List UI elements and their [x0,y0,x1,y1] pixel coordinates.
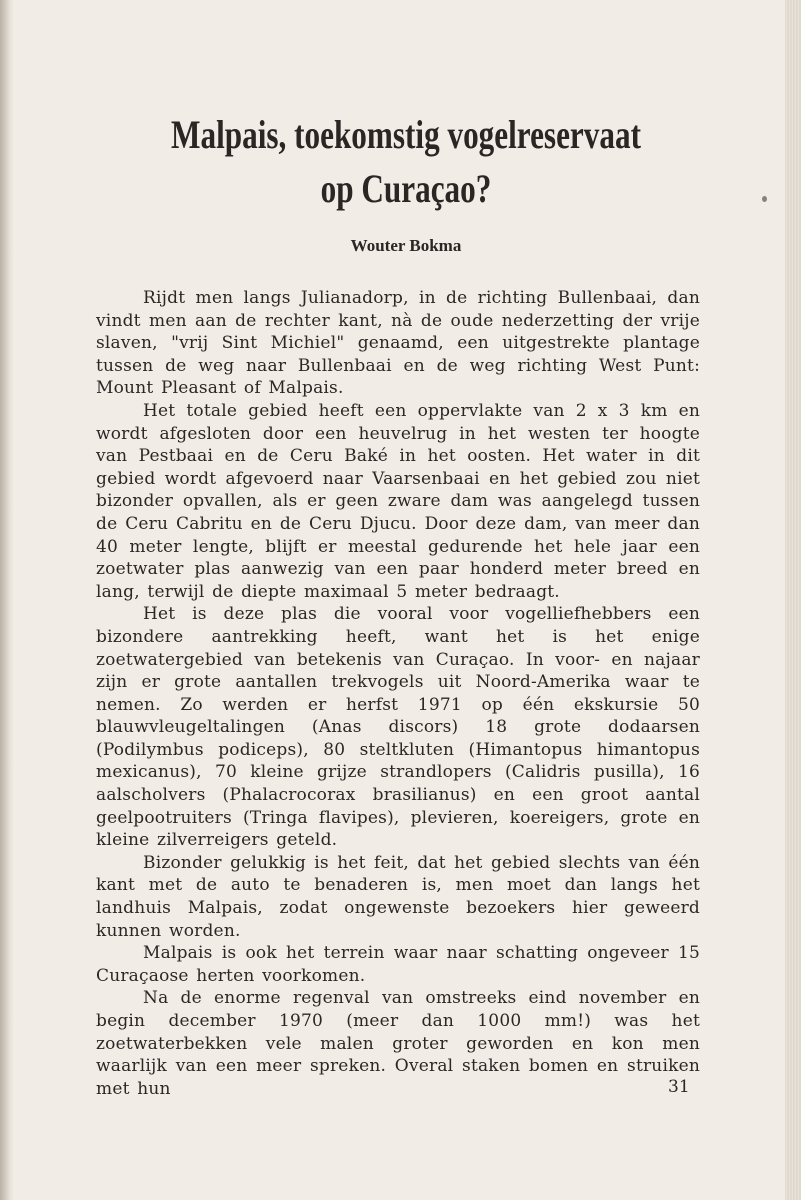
article-title-line-2: op Curaçao? [320,166,492,211]
paragraph-5: Malpais is ook het terrein waar naar schatting ongeveer 15 Curaçaose herten voorkomen. [96,943,700,986]
article-title-line-1: Malpais, toekomstig vogelreservaat [171,112,641,157]
page-edge [785,0,801,1200]
paragraph-6: Na de enorme regenval van omstreeks eind november en begin december 1970 (meer dan 1000 mm!) was het zoetwaterbekken vele malen groter geworden en kon men waarlijk van een meer spreken. Overal staken bomen en struiken met hun [96,988,700,1099]
paragraph-4: Bizonder gelukkig is het feit, dat het gebied slechts van één kant met de auto te benaderen is, men moet dan langs het landhuis Malpais, zodat ongewenste bezoekers hier geweerd kunnen worden. [96,852,700,941]
binding-shadow [0,0,14,1200]
paragraph-3: Het is deze plas die vooral voor vogelliefhebbers een bizondere aantrekking heeft, want het is het enige zoetwatergebied van betekenis van Curaçao. In voor- en najaar zijn er grote aantallen trekvogels uit Noord-Amerika waar te nemen. Zo werden er herfst 1971 op één ekskursie 50 blauwvleugeltalingen (Anas discors) 18 grote dodaarsen (Podilymbus podiceps), 80 steltkluten (Himantopus himantopus mexicanus), 70 kleine grijze strandlopers (Calidris pusilla), 16 aalscholvers (Phalacrocorax brasilianus) en een groot aantal geelpootruiters (Tringa flavipes), plevieren, koereigers, grote en kleine zilverreigers geteld. [96,604,700,851]
article-title [164,108,648,216]
article-author: Wouter Bokma [350,236,462,255]
paragraph-1: Rijdt men langs Julianadorp, in de richting Bullenbaai, dan vindt men aan de rechter kant, nà de oude nederzetting der vrije slaven, "vrij Sint Michiel" genaamd, een uitgestrekte plantage tussen de weg naar Bullenbaai en de weg richting West Punt: Mount Pleasant of Malpais. [96,288,700,399]
paper-speck [762,196,767,202]
paragraph-2: Het totale gebied heeft een oppervlakte van 2 x 3 km en wordt afgesloten door een heuvelrug in het westen ter hoogte van Pestbaai en de Ceru Baké in het oosten. Het water in dit gebied wordt afgevoerd naar Vaarsenbaai en het gebied zou niet bizonder opvallen, als er geen zware dam was aangelegd tussen de Ceru Cabritu en de Ceru Djucu. Door deze dam, van meer dan 40 meter lengte, blijft er meestal gedurende het hele jaar een zoetwater plas aanwezig van een paar honderd meter breed en lang, terwijl de diepte maximaal 5 meter bedraagt. [96,400,700,602]
page-number: 31 [668,1077,690,1097]
article-body [96,287,700,1100]
